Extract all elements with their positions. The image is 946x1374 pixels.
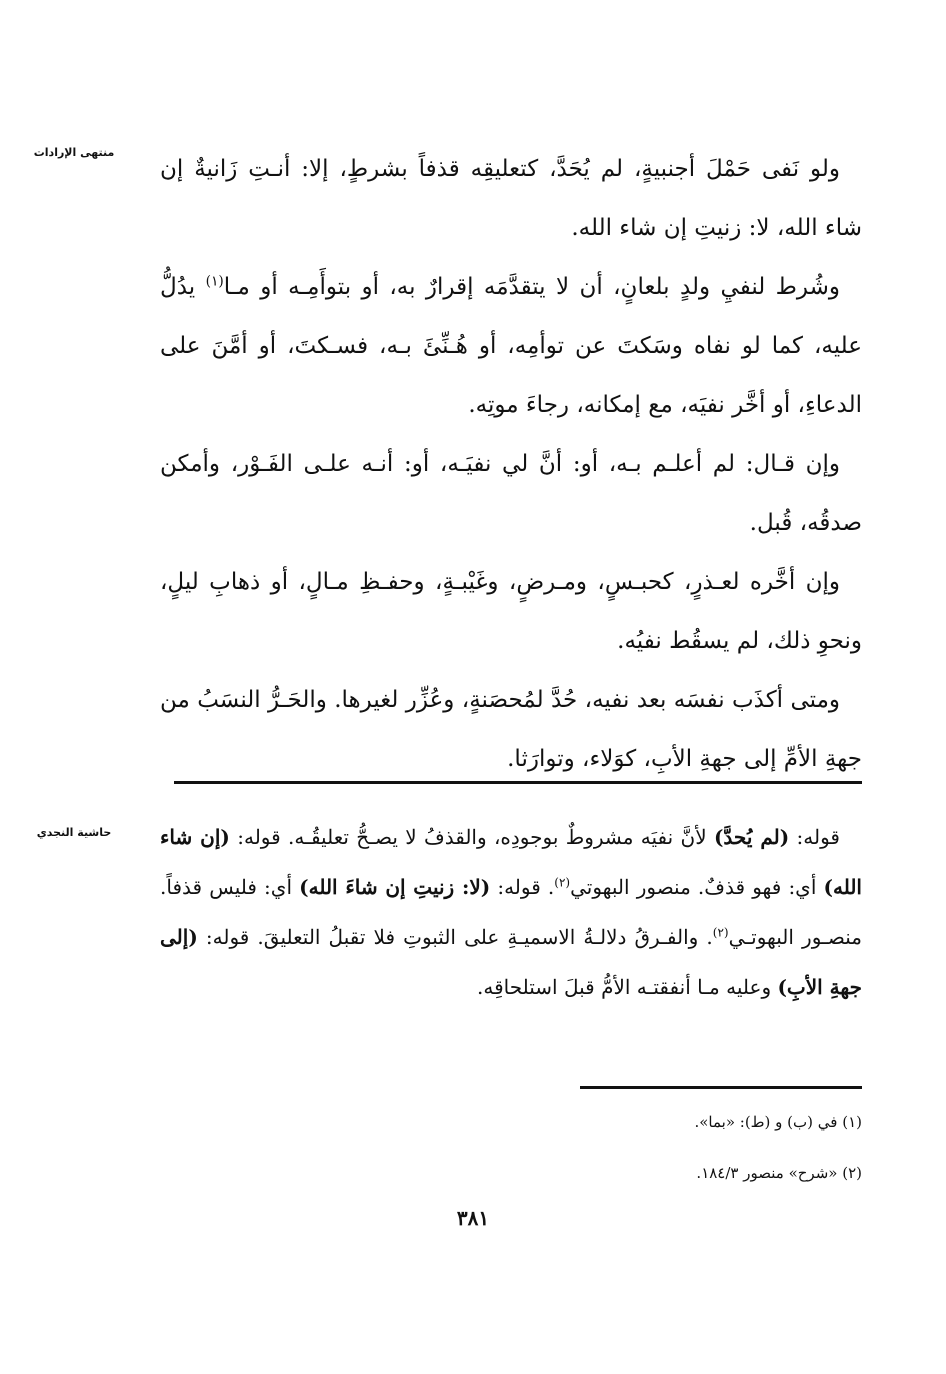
page-number: ٣٨١ [456, 1206, 490, 1230]
commentary-label: حاشية النجدي [36, 826, 112, 839]
footnote-1: (١) في (ب) و (ط): «بما». [694, 1113, 862, 1131]
commentary-text-8: وعليه مـا أنفقتـه الأمُّ قبلَ استلحاقِه. [477, 975, 778, 999]
main-paragraph-5: ومتى أكذَب نفسَه بعد نفيه، حُدَّ لمُحصَنةٍ، وعُزِّر لغيرها. والحَـرُّ النسَبُ من جهةِ الأمِّ إلى جهةِ الأبِ، كوَلاء، وتوارَثا. [160, 687, 862, 772]
footnote-ref-2b[interactable]: (٢) [712, 925, 729, 940]
commentary-quote-3: (لا: زنيتِ إن شاءَ الله) [299, 875, 491, 899]
commentary-text-1: قوله: [789, 825, 840, 849]
main-paragraph-1: ولو نَفى حَمْلَ أجنبيةٍ، لم يُحَدَّ، كتعليقِه قذفاً بشرطٍ، إلا: أنـتِ زَانيةٌ إن شاء الله، لا: زنيتِ إن شاء الله. [160, 156, 862, 241]
main-paragraph-4: وإن أخَّره لعـذرٍ، كحبـسٍ، ومـرضٍ، وغَيْبـةٍ، وحفـظِ مـالٍ، أو ذهابِ ليلٍ، ونحوِ ذلك، لم يسقُط نفيُه. [160, 569, 862, 654]
footnote-2: (٢) «شرح» منصور ١٨٤/٣. [696, 1164, 862, 1182]
commentary-quote-2: (إن شاء الله) [160, 825, 862, 899]
commentary-text-5: . قوله: [490, 875, 555, 899]
main-text-label: منتهى الإرادات [33, 146, 115, 159]
commentary-paragraph [160, 812, 862, 1012]
main-paragraph-2-end: يدُلُّ عليه، كما لو نفاه وسَكتَ عن توأمِه، أو هُـنِّئَ بـه، فسـكتَ، أو أمَّنَ على الدعاءِ، أو أخَّر نفيَه، مع إمكانه، رجاءَ موتِه. [160, 274, 862, 418]
commentary-quote-1: (لم يُحدَّ) [713, 825, 790, 849]
commentary-text-3: قوله: [229, 825, 288, 849]
footnote-ref-2a[interactable]: (٢) [554, 875, 571, 890]
main-text-block [160, 140, 862, 789]
footnote-divider [580, 1086, 862, 1089]
commentary-text-6: أي: فليس قذفاً. منصـور البهوتـي [160, 875, 862, 949]
footnotes [420, 1097, 862, 1199]
main-divider [174, 781, 862, 784]
main-paragraph-3: وإن قـال: لم أعلـم بـه، أو: أنَّ لي نفيَـه، أو: أنـه علـى الفَـوْر، وأمكن صدقُه، قُبل. [160, 451, 862, 536]
commentary-text-4: أي: فهو قذفٌ. منصور البهوتي [570, 875, 824, 899]
commentary-block [160, 812, 862, 1012]
commentary-text-7: . والفـرقُ دلالـةُ الاسميـةِ على الثبوتِ فلا تقبلُ التعليقَ. قوله: [197, 925, 713, 949]
main-paragraph-2 [160, 258, 862, 435]
commentary-text-2: لأنَّ نفيَه مشروطٌ بوجودِه، والقذفُ لا يصـحُّ تعليقُـه. [288, 825, 714, 849]
commentary-quote-4: (إلى جهةِ الأبِ) [160, 925, 862, 999]
main-paragraph-2-start: وشُرط لنفيِ ولدٍ بلعانٍ، أن لا يتقدَّمَه إقرارٌ به، أو بتوأَمِـه أو مـا [223, 274, 840, 300]
footnote-ref-1[interactable]: (١) [205, 273, 224, 290]
